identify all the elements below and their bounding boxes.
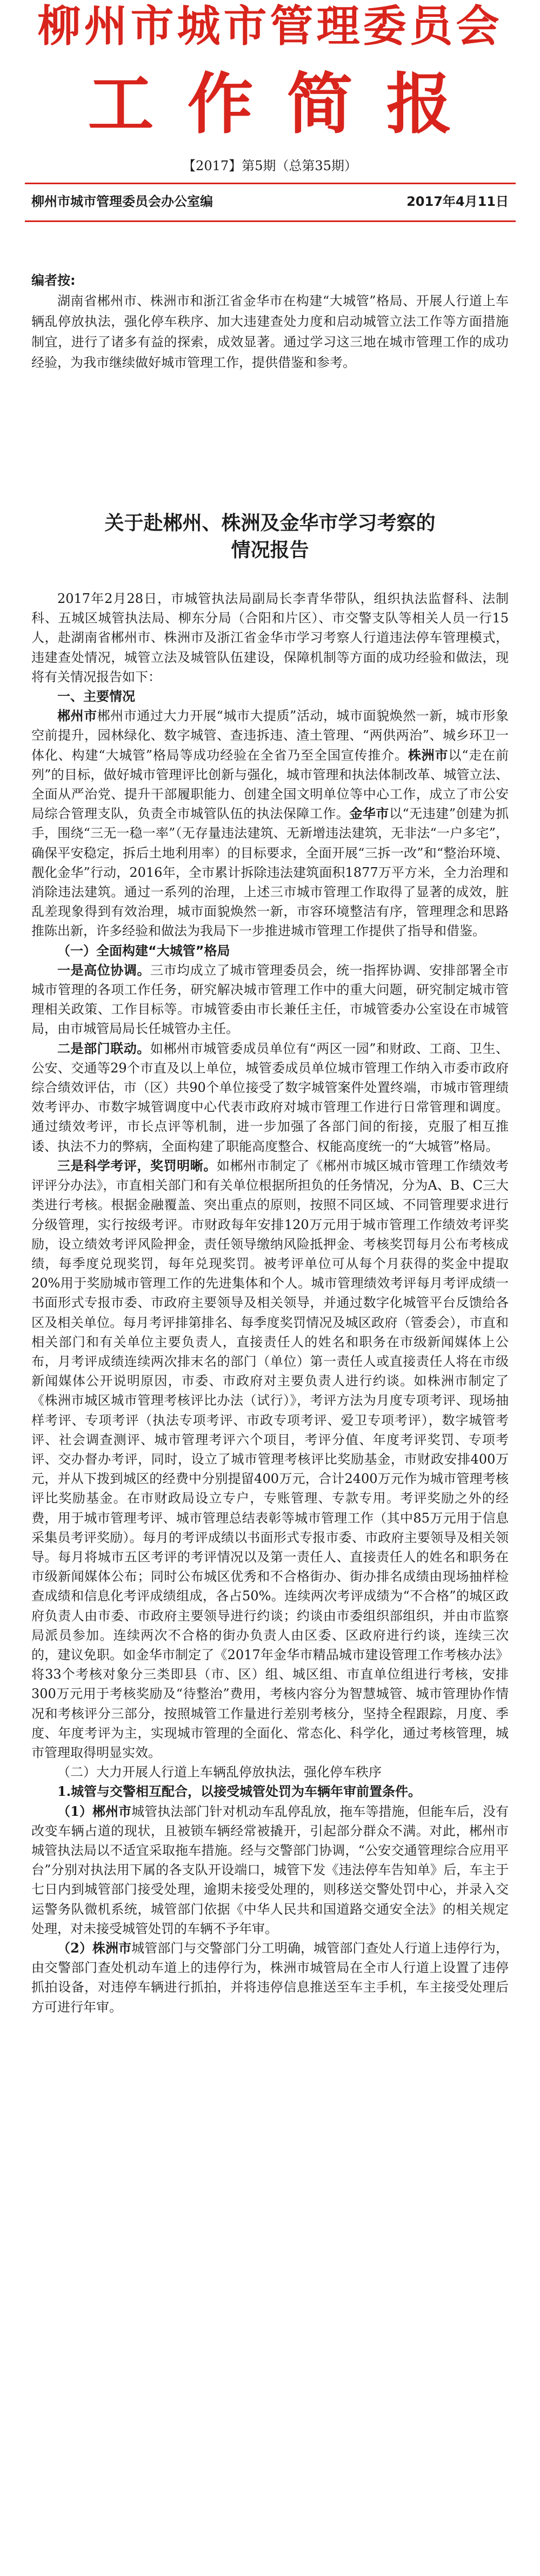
bulletin-title: 工作简报 xyxy=(88,65,486,143)
item-label-zhuzhou: （2）株洲市 xyxy=(57,1940,132,1956)
city-label-zhuzhou: 株洲市 xyxy=(408,747,449,763)
city-label-chenzhou: 郴州市 xyxy=(57,708,97,724)
item-label-chenzhou: （1）郴州市 xyxy=(57,1803,132,1819)
paragraph-linkage xyxy=(31,1039,509,1156)
paragraph-zhuzhou-parking xyxy=(31,1938,509,2017)
red-rule-top xyxy=(25,183,516,184)
city-label-jinhua: 金华市 xyxy=(349,806,389,822)
subsection-heading-2: （二）大力开展人行道上车辆乱停放执法，强化停车秩序 xyxy=(57,1765,382,1780)
point-label-2: 二是部门联动。 xyxy=(57,1040,150,1056)
paragraph-chenzhou-parking xyxy=(31,1802,509,1938)
paragraph-jinhua-text: 以“无违建”创建为抓手，围绕“三无一稳一率”（无存量违法建筑、无新增违法建筑，无非法“一户多宅”，确保平安稳定，拆后土地利用率）的目标要求，全面开展“三拆一改”和“整治环境、靓化金华”行动，2016年，全市累计拆除违法建筑面积1877万平方米，全力治理和消除违法建筑。通过一系列的治理，上述三市城市管理工作取得了显著的成效，脏乱差现象得到有效治理，城市面貌焕然一新，市容环境整洁有序，管理理念和思路推陈出新，许多经验和做法为我局下一步推进城市管理工作提供了指导和借鉴。 xyxy=(31,806,509,939)
org-name: 柳州市城市管理委员会 xyxy=(37,1,503,51)
point-label-3: 三是科学考评，奖罚明晰。 xyxy=(57,1157,217,1173)
red-rule-bottom xyxy=(25,220,516,222)
editor-note xyxy=(31,270,509,373)
issue-date: 2017年4月11日 xyxy=(406,194,509,209)
paragraph-chenzhou-text: 郴州市通过大力开展“城市大提质”活动，城市面貌焕然一新，城市形象空前提升，园林绿化、数字城管、查违拆违、渣土管理、“两供两治”、城乡环卫一体化、构建“大城管”格局等成功经验在全省乃至全国宣传推介。 xyxy=(31,708,509,763)
editor-note-text: 湖南省郴州市、株洲市和浙江省金华市在构建“大城管”格局、开展人行道上车辆乱停放执法，强化停车秩序、加大违建查处力度和启动城管立法工作等方面措施制宜，进行了诸多有益的探索，成效显著。通过学习这三地在城市管理工作的成功经验，为我市继续做好城市管理工作，提供借鉴和参考。 xyxy=(31,293,509,370)
item-text-zhuzhou: 城管部门与交警部门分工明确，城管部门查处人行道上违停行为，由交警部门查处机动车道上的违停行为，株洲市城管局在全市人行道上设置了违停抓拍设备，对违停车辆进行抓拍，并将违停信息推送至车主手机，车主接受处理后方可进行年审。 xyxy=(31,1941,509,2015)
report-body xyxy=(31,589,509,2017)
report-title-line1: 关于赴郴州、株洲及金华市学习考察的 xyxy=(104,512,436,534)
section-heading-main: 一、主要情况 xyxy=(57,689,135,705)
report-title xyxy=(0,510,540,564)
point-text-2: 如郴州市城管委成员单位有“两区一园”和财政、工商、卫生、公安、交通等29个市直及以上单位，城管委成员单位城市管理工作纳入市委市政府综合绩效评估，市（区）共90个单位接受了数字城管案件处置终端，市城市管理绩效考评办、市数字城管调度中心代表市政府对城市管理工作进行日常管理和调度。通过绩效考评，市长点评等机制，进一步加强了各部门间的衔接，克服了相互推诿、执法不力的弊病，全面构建了职能高度整合、权能高度统一的“大城管”格局。 xyxy=(31,1041,509,1154)
paragraph-evaluation xyxy=(31,1156,509,1762)
issue-number: 【2017】第5期（总第35期） xyxy=(183,158,357,173)
paragraph-coordination xyxy=(31,961,509,1039)
point-text-1: 三市均成立了城市管理委员会，统一指挥协调、安排部署全市城市管理的各项工作任务，研究解决城市管理工作中的重大问题，研究制定城市管理相关政策、工作目标等。市城管委由市长兼任主任，市城管委办公室设在市城管局，由市城管局局长任城管办主任。 xyxy=(31,962,509,1037)
item-text-chenzhou: 城管执法部门针对机动车乱停乱放，拖车等措施，但能车后，没有改变车辆占道的现状，且被锁车辆经常被撬开，引起部分群众不满。对此，郴州市城管执法局以不适宜采取拖车措施。经与交警部门协调，“公安交通管理综合应用平台”分别对执法用下属的各支队开设端口，城管下发《违法停车告知单》后，车主于七日内到城管部门接受处理，逾期未接受处理的，则移送交警处罚中心，并录入交运警务队微机系统，城管部门依据《中华人民共和国道路交通安全法》的相关规定处理，对未接受城管处罚的车辆不予年审。 xyxy=(31,1803,509,1936)
paragraph-intro: 2017年2月28日，市城管执法局副局长李青华带队，组织执法监督科、法制科、五城区城管执法局、柳东分局（合阳和片区）、市交警支队等相关人员一行15人，赴湖南省郴州市、株洲市及浙江省金华市学习考察人行道违法停车管理模式，违建查处情况，城管立法及城管队伍建设，保障机制等方面的成功经验和做法，现将有关情况报告如下： xyxy=(31,591,509,685)
paragraph-cities-overview xyxy=(31,706,509,941)
editor-note-label: 编者按: xyxy=(31,273,76,288)
issuer-line xyxy=(31,188,509,215)
point-label-1: 一是高位协调。 xyxy=(57,962,151,978)
issuer: 柳州市城市管理委员会办公室编 xyxy=(31,194,213,209)
report-title-line2: 情况报告 xyxy=(231,539,309,561)
subsection-heading-2-1: 1.城管与交警相互配合，以接受城管处罚为车辆年审前置条件。 xyxy=(57,1783,422,1800)
subsection-heading-1: （一）全面构建“大城管”格局 xyxy=(57,943,230,958)
paragraph-zhuzhou-text: 以“走在前列”的目标，做好城市管理评比创新与强化，城市管理和执法体制改革、城管立法、全面从严治党、提升干部履职能力、创建全国文明单位等中心工作，成立了市公安局综合管理支队，负责全市城管队伍的执法保障工作。 xyxy=(31,747,509,822)
point-text-3: 如郴州市制定了《郴州市城区城市管理工作绩效考评评分办法》，市直相关部门和有关单位根据所担负的任务情况，分为A、B、C三大类进行考核。根据金融覆盖、突出重点的原则，按照不同区域、不同管理要求进行分级管理，实行按级考评。市财政每年安排120万元用于城市管理工作绩效考评奖励，设立绩效考评风险押金，责任领导缴纳风险抵押金、考核奖罚每月公布考核成绩，每季度兑现奖罚，每年兑现奖罚。被考评单位可从每个月获得的奖金中提取20%用于奖励城市管理工作的先进集体和个人。城市管理绩效考评每月考评成绩一书面形式专报市委、市政府主要领导及相关领导，并通过数字化城管平台反馈给各区及相关单位。每月考评排第排名、每季度奖罚情况及城区政府（管委会），市直和相关部门和有关单位主要负责人，直接责任人的姓名和职务在市级新闻媒体上公布，月考评成绩连续两次排末名的部门（单位）第一责任人或直接责任人将在市级新闻媒体公开说明原因，市委、市政府对主要负责人进行约谈。如株洲市制定了《株洲市城区城市管理考核评比办法（试行）》，考评方法为月度专项考评、现场抽样考评、专项考评（执法专项考评、市政专项考评、爱卫专项考评），数字城管考评、社会调查测评、城市管理考评六个项目，考评分值、年度考评奖罚、专项考评、交办督办考评，同时，设立了城市管理考核评比奖励基金，市财政安排400万元，并从下拨到城区的经费中分别提留400万元，合计2400万元作为城市管理考核评比奖励基金。在市财政局设立专户，专账管理、专款专用。考评奖励之外的经费，用于城市管理考评、城市管理总结表彰等城市管理工作（其中85万元用于信息采集员考评奖励）。每月的考评成绩以书面形式专报市委、市政府主要领导及相关领导。每月将城市五区考评的考评情况以及第一责任人、直接责任人的姓名和职务在市级新闻媒体公布；同时公布城区优秀和不合格街办、街办排名成绩由现场抽样检查成绩和信息化考评成绩组成，各占50%。连续两次考评成绩为“不合格”的城区政府负责人由市委、市政府主要领导进行约谈；约谈由市委组织部组织，并由市监察局派员参加。连续两次不合格的街办负责人由区委、区政府进行约谈，连续三次的，建议免职。如金华市制定了《2017年金华市精品城市建设管理工作考核办法》将33个考核对象分三类即县（市、区）组、城区组、市直单位组进行考核，安排300万元用于考核奖励及“待整治”费用，考核内容分为智慧城管、城市管理协作情况和考核评分三部分，按照城管工作量进行差别考核分，坚持全程跟踪，月度、季度、年度考评为主，实现城市管理的全面化、常态化、科学化，通过考核管理，城市管理取得明显实效。 xyxy=(31,1158,509,1760)
